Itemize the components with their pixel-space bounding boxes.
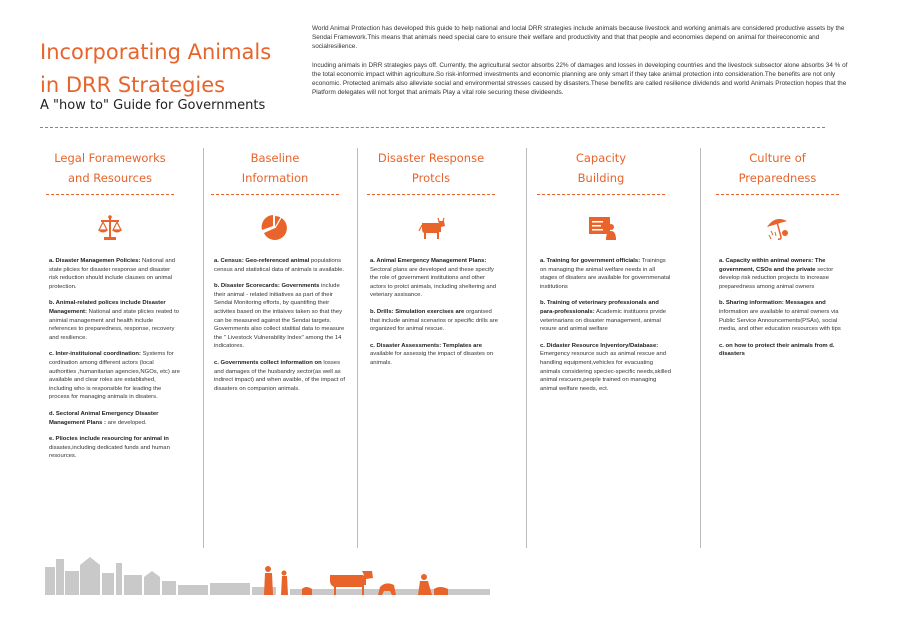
- column-divider: [700, 148, 701, 548]
- column-items: [710, 257, 845, 359]
- column-heading: [40, 148, 180, 192]
- column-heading-rule: [367, 194, 495, 195]
- intro-paragraph-2: Incuding animals in DRR strategies pays off. Currently, the agricultural sector absorbs 22% of damages and losses in developing countries and the livestock subsector alone absorbs 34 % of the total economic impact within agriculture.So risk-informed investments and economic planning are only smart if they take animal protection into consideration.The benefits are not only economic. Protected animals also alleviate social and environmental stresses caused by disasters.These benefits are called resilience dividends and world Animals Protection hopes that the Platform delegates will not forget that animals Play a vital role securing these divideends.: [312, 62, 848, 96]
- pie-chart-icon: [260, 213, 290, 243]
- list-item: a. Capacity within animal owners: The government, CSOs and the private sector develop risk reduction projects to increase preparedness among animal owners: [719, 258, 834, 290]
- column-items: [205, 257, 345, 393]
- column-heading-line-2: Information: [241, 171, 309, 185]
- column-heading: [531, 148, 671, 192]
- cow-icon: [416, 213, 446, 243]
- column-items: [40, 257, 180, 461]
- page-title: [40, 36, 271, 102]
- list-item: b. Disaster Scorecards: Governments include their animal - related initiatives as part of their Sendai Monitoring efforts, by quantifing their activites based on the intiaives taken so that they can be measured against the Sendai targets. Governments also collect statitial data to measure the " Livestock Vulnerability Index" among the 14 indicatores.: [214, 283, 345, 350]
- column-legal-frameworks: [40, 148, 180, 469]
- list-item: d. Sectoral Animal Emergency Disaster Management Plans : are developed.: [49, 410, 159, 426]
- list-item: b. Drills: Simulation exercises are organised that include animal scenarios or specific drills are organized for animal rescue.: [370, 308, 499, 333]
- footer-illustration: [40, 545, 500, 595]
- column-heading-line-2: Protcls: [411, 171, 451, 185]
- list-item: b. Training of veterinary professionals and para-professionals: Academic instituons prvide veterinarians on disaster management, animal resure and animal welfare: [540, 300, 667, 333]
- column-capacity-building: [531, 148, 671, 401]
- column-heading: [710, 148, 845, 192]
- column-heading-rule: [716, 194, 839, 195]
- list-item: b. Sharing information: Messages and information are available to animal owners via Public Service Announcements(PSAs), social media, and other education resources with tips: [719, 300, 841, 333]
- header-divider: [40, 127, 825, 128]
- list-item: e. Pliocies include resourcing for animal in disastes,including dedicated funds and human resources.: [49, 436, 170, 460]
- scales-icon: [95, 213, 125, 243]
- intro-text: [312, 24, 857, 107]
- column-items: [531, 257, 671, 393]
- column-heading-line-1: Capacity: [575, 151, 627, 165]
- list-item: c. Governments collect information on losses and damages of the husbandry sector(as well as indirect impact) and when avaible, of the impact of disasters on companion animals.: [214, 359, 345, 392]
- list-item: a. Animal Emergency Management Plans: Sectoral plans are developed and these specify the role of government institutions and other actors to protct animals, including sheltering and veteriary assisance.: [370, 258, 497, 299]
- column-divider: [203, 148, 204, 548]
- column-heading-line-2: Building: [577, 171, 625, 185]
- column-heading-line-1: Legal Forameworks: [54, 151, 166, 165]
- column-heading-rule: [211, 194, 339, 195]
- column-heading-rule: [537, 194, 665, 195]
- column-heading: [361, 148, 501, 192]
- list-item: a. Training for government officials: Trainings on managing the animal welfare needs in all stages of disaters are available for governmenatal institutions: [540, 258, 671, 290]
- list-item: a. Disaster Managemen Policies: National and state plicies for disaster response and disaster risk reduction should include clauses on animal protection.: [49, 258, 176, 290]
- column-heading-line-1: Culture of: [749, 151, 806, 165]
- column-items: [361, 257, 501, 368]
- column-heading-line-2: Preparedness: [738, 171, 817, 185]
- column-divider: [357, 148, 358, 548]
- list-item: c. on how to protect their animals from d. disasters: [719, 342, 835, 358]
- list-item: c. Inter-instituional coordination: Systems for cordination among different actors (local authorities ,humanitarian agencies,NGOs, etc) are available and clear roles are established, including who is responsible for leading the process for managing animals in disaters.: [49, 351, 180, 401]
- intro-paragraph-1: World Animal Protection has developed this guide to help national and loclal DRR strategies include animals because livestock and working animals are considered productive assets by the Sendai Framework.This means that animals need special care to ensure their welfare and productivity and that that people and economies depend on animal for theireconomic and socialresilience.: [312, 25, 845, 50]
- column-culture-of-preparedness: [710, 148, 845, 367]
- training-icon: [586, 213, 616, 243]
- page-subtitle: A "how to" Guide for Governments: [40, 98, 266, 113]
- column-heading-line-1: Disaster Response: [377, 151, 485, 165]
- umbrella-icon: [763, 213, 793, 243]
- column-heading-rule: [46, 194, 174, 195]
- column-heading: [205, 148, 345, 192]
- column-baseline-information: [205, 148, 345, 401]
- title-line-2: in DRR Strategies: [40, 73, 226, 97]
- column-heading-line-2: and Resources: [67, 171, 153, 185]
- list-item: c. Didaster Resource Injventory/Database: Emergency resource such as animal rescue and handling equipment,vehicles for evacuating animals considering speciec-specific needs,skilled animal rescuers,people trained on managing animal welfare needs, ect.: [540, 342, 671, 392]
- column-disaster-response: [361, 148, 501, 376]
- list-item: a. Census: Geo-referenced animal populations census and statistical data of animals is available.: [214, 258, 344, 273]
- title-line-1: Incorporating Animals: [40, 40, 272, 64]
- column-heading-line-1: Baseline: [250, 151, 300, 165]
- list-item: c. Disaster Assessments: Templates are available for assessig the impact of disastes on animals.: [370, 342, 494, 366]
- list-item: b. Animal-related polices include Disaster Management: National and state plicies reated to animial management and health include references to preparedness, response, recovery and resilience.: [49, 300, 179, 341]
- column-divider: [526, 148, 527, 548]
